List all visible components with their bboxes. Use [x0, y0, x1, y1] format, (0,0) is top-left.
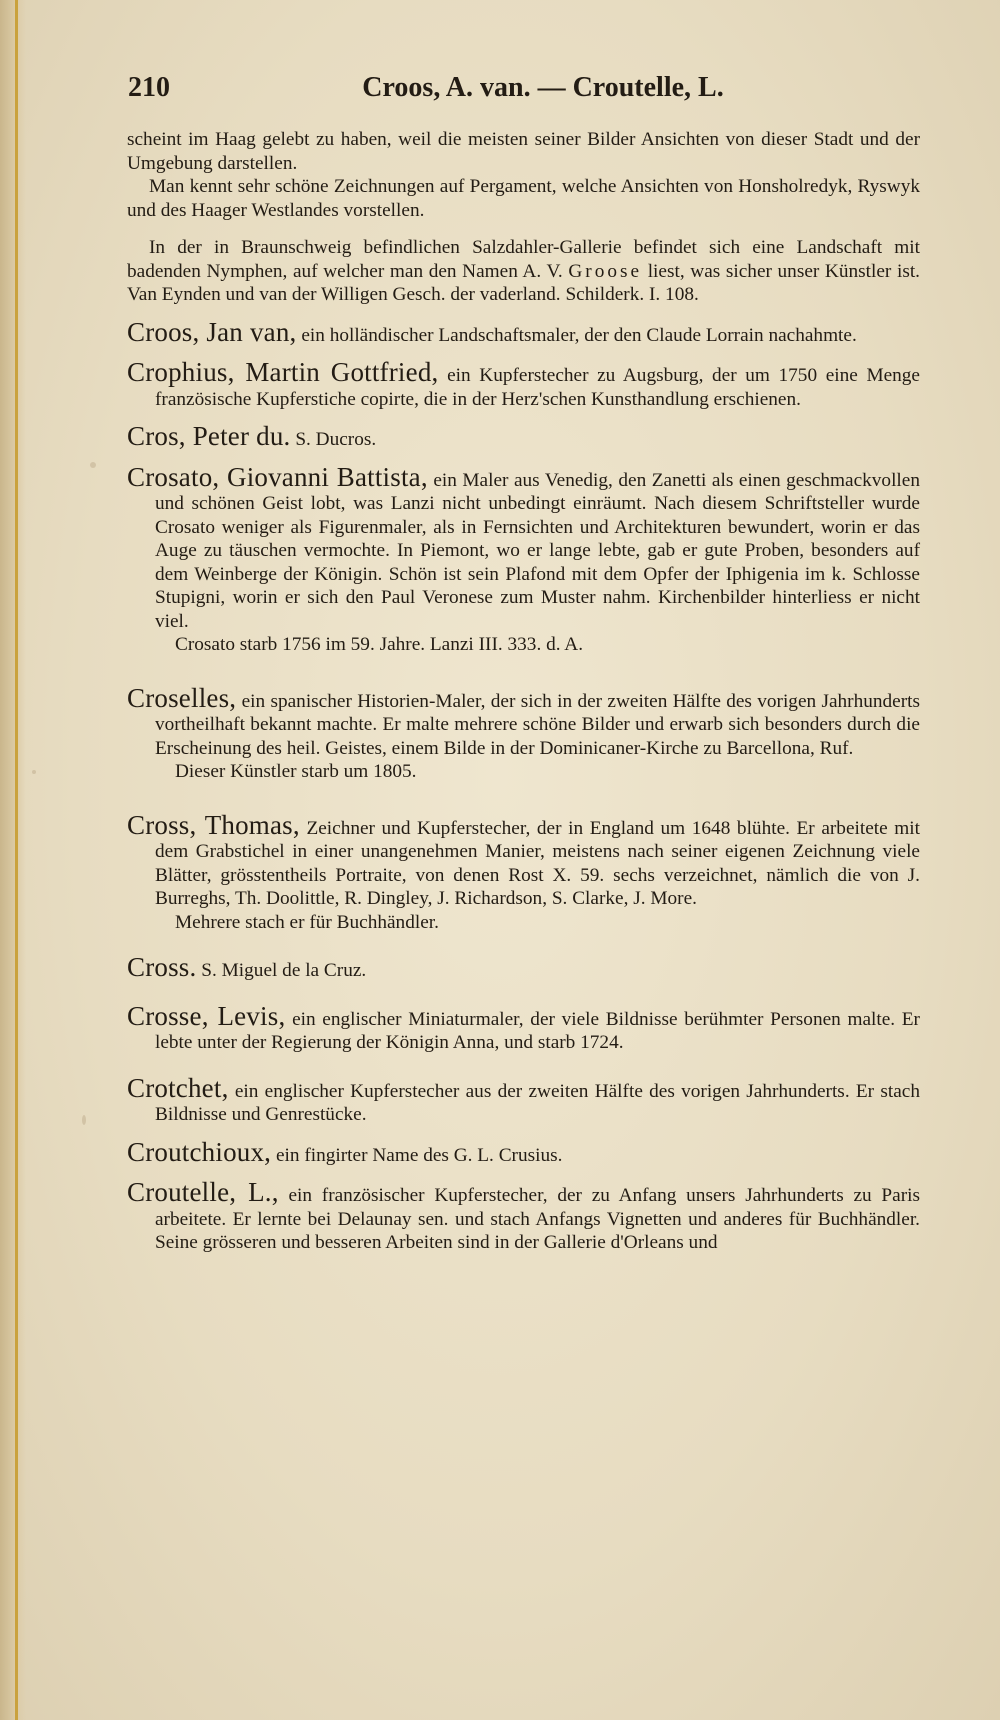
entry-headword: Croutchioux, — [127, 1136, 272, 1167]
entry-crosse — [127, 1000, 920, 1055]
page-content — [127, 128, 920, 1255]
entry-text: S. Miguel de la Cruz. — [201, 960, 367, 981]
entry-text: ein fingirter Name des G. L. Crusius. — [275, 1144, 563, 1166]
entry-croutchioux — [127, 1136, 920, 1168]
entry-text: Zeichner und Kupferstecher, der in England um 1648 blühte. Er arbeitete mit dem Grabstichel in einer unangenehmen Manier, meistens nach seiner eigenen Zeichnung viele Blätter, grösstentheils Portraite, von denen Rost X. 59. sechs verzeichnet, nämlich die von J. Burreghs, Th. Doolittle, R. Dingley, J. Richardson, S. Clarke, J. More. — [155, 817, 920, 909]
entry-text: ein spanischer Historien-Maler, der sich in der zweiten Hälfte des vorigen Jahrhunderts vortheilhaft bekannt machte. Er malte mehrere schöne Bilder und erwarb sich besonders durch die Erscheinung des heil. Geistes, einem Bilde in der Dominicaner-Kirche zu Barcellona, Ruf. — [155, 690, 920, 759]
intro-text: liest, was sicher unser Künstler ist. Van Eynden und van der Willigen Gesch. der vaderland. Schilderk. I. 108. — [127, 260, 921, 305]
entry-text: S. Ducros. — [295, 429, 377, 450]
spaced-name: Groose — [568, 260, 643, 282]
entry-crotchet — [127, 1072, 920, 1127]
entry-headword: Croos, Jan van, — [127, 316, 297, 347]
entry-headword: Croselles, — [127, 682, 237, 713]
entry-croselles — [127, 682, 920, 761]
entry-headword: Crosse, Levis, — [127, 1000, 286, 1031]
page-header — [128, 72, 918, 116]
entry-croos-jan — [127, 316, 920, 348]
entry-headword: Crotchet, — [127, 1072, 229, 1103]
page-number: 210 — [128, 72, 170, 103]
entry-cross — [127, 952, 920, 983]
entry-headword: Crophius, Martin Gottfried, — [127, 357, 439, 387]
running-head: Croos, A. van. — Croutelle, L. — [362, 72, 724, 103]
entry-headword: Cros, Peter du. — [127, 421, 291, 451]
foxing-spot — [90, 462, 96, 468]
entry-headword: Croutelle, L., — [127, 1177, 279, 1207]
entry-cros — [127, 421, 920, 452]
entry-subparagraph: Dieser Künstler starb um 1805. — [175, 761, 417, 782]
entry-text: ein Maler aus Venedig, den Zanetti als einen geschmackvollen und schönen Geist lobt, was Lanzi nicht unbedingt einräumt. Nach diesem Schriftsteller wurde Crosato weniger als Figurenmaler, als in Fernsichten und Architekturen bewundert, worin er das Auge zu täuschen vermochte. In Piemont, wo er lange lebte, gab er gute Proben, besonders auf dem Weinberge der Königin. Schön ist sein Plafond mit dem Opfer der Iphigenia im k. Schlosse Stupigni, worin er sich den Paul Veronese zum Muster nahm. Kirchenbilder hinterliess er nicht viel. — [155, 469, 920, 632]
page-gutter-shadow — [0, 0, 26, 1720]
entry-headword: Cross. — [127, 952, 197, 982]
entry-headword: Cross, Thomas, — [127, 809, 300, 840]
intro-paragraph: Man kennt sehr schöne Zeichnungen auf Pergament, welche Ansichten von Honsholredyk, Ryswyk und des Haager Westlandes vorstellen. — [127, 176, 920, 221]
entry-crophius — [127, 357, 920, 411]
entry-text: ein englischer Kupferstecher aus der zweiten Hälfte des vorigen Jahrhunderts. Er stach Bildnisse und Genrestücke. — [155, 1080, 920, 1125]
foxing-spot — [32, 770, 36, 774]
foxing-spot — [82, 1115, 86, 1125]
gutter-line — [15, 0, 18, 1720]
intro-paragraph — [127, 236, 920, 307]
entry-text: ein englischer Miniaturmaler, der viele Bildnisse berühmter Personen malte. Er lebte unter der Regierung der Königin Anna, und starb 1724. — [155, 1008, 920, 1053]
intro-text: In der in Braunschweig befindlichen Salzdahler-Gallerie befindet sich eine Landschaft mit badenden Nymphen, auf welcher man den Namen A. V. — [127, 237, 920, 282]
entry-subparagraph: Crosato starb 1756 im 59. Jahre. Lanzi III. 333. d. A. — [175, 634, 584, 655]
entry-text: ein Kupferstecher zu Augsburg, der um 1750 eine Menge französische Kupferstiche copirte, die in der Herz'schen Kunsthandlung erschienen. — [155, 365, 920, 410]
entry-crosato — [127, 461, 920, 634]
entry-cross-thomas — [127, 809, 920, 911]
entry-text: ein französischer Kupferstecher, der zu Anfang unsers Jahrhunderts zu Paris arbeitete. Er lernte bei Delaunay sen. und stach Anfangs Vignetten und anderes für Buchhändler. Seine grösseren und besseren Arbeiten sind in der Gallerie d'Orleans und — [155, 1185, 920, 1253]
entry-text: ein holländischer Landschaftsmaler, der den Claude Lorrain nachahmte. — [301, 324, 857, 346]
entry-croutelle — [127, 1177, 920, 1255]
entry-subparagraph: Mehrere stach er für Buchhändler. — [175, 911, 439, 933]
entry-headword: Crosato, Giovanni Battista, — [127, 461, 428, 492]
intro-paragraph: scheint im Haag gelebt zu haben, weil die meisten seiner Bilder Ansichten von dieser Stadt und der Umgebung darstellen. — [127, 129, 920, 174]
